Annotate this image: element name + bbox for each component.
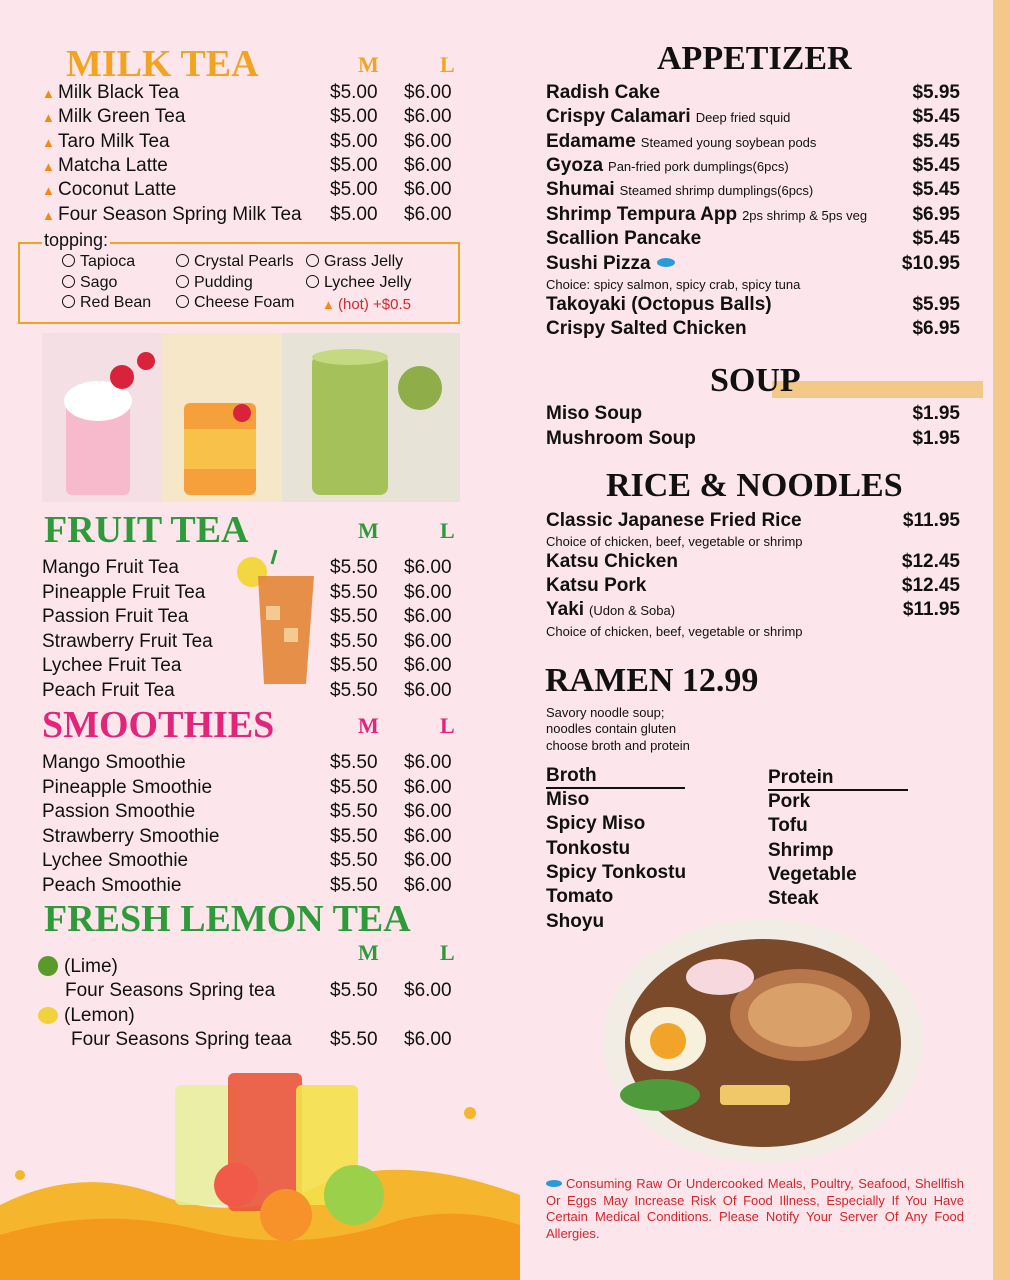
price-m: $5.50	[330, 680, 378, 701]
price-l: $6.00	[404, 557, 452, 578]
item-price: $5.45	[912, 155, 960, 176]
appetizer-heading: APPETIZER	[657, 40, 852, 77]
menu-item	[42, 752, 462, 776]
flame-icon: ▲	[42, 183, 55, 198]
size-l-label: L	[440, 940, 455, 965]
price-l: $6.00	[404, 1029, 452, 1050]
price-m: $5.50	[330, 752, 378, 773]
price-l: $6.00	[404, 204, 452, 225]
menu-item	[42, 655, 462, 679]
menu-item	[546, 428, 960, 452]
rice-noodles-heading: RICE & NOODLES	[606, 467, 903, 504]
ramen-desc-line: noodles contain gluten	[546, 721, 677, 736]
radio-circle	[62, 295, 75, 308]
item-name: Milk Black Tea	[58, 82, 180, 103]
juice-splash-image	[0, 1055, 520, 1280]
topping-option: Grass Jelly	[306, 253, 403, 271]
topping-option: Crystal Pearls	[176, 253, 294, 271]
fish-icon	[657, 258, 675, 267]
menu-item	[546, 228, 960, 252]
radio-circle	[176, 295, 189, 308]
menu-item	[42, 980, 462, 1004]
topping-option: Sago	[62, 274, 117, 292]
item-description: Deep fried squid	[695, 110, 791, 125]
ramen-desc-line: choose broth and protein	[546, 738, 690, 753]
item-description: Steamed young soybean pods	[640, 135, 817, 150]
drinks-photo-illustration	[42, 333, 460, 502]
item-name: Pineapple Smoothie	[42, 777, 213, 798]
menu-item	[42, 557, 462, 581]
item-name: Four Season Spring Milk Tea	[58, 204, 302, 225]
item-name: Peach Fruit Tea	[42, 680, 175, 701]
sushi-choice-note: Choice: spicy salmon, spicy crab, spicy tuna	[546, 277, 801, 292]
menu-item	[546, 155, 960, 179]
menu-item	[546, 551, 960, 575]
price-m: $5.00	[330, 204, 378, 225]
item-name: Milk Green Tea	[58, 106, 186, 127]
item-name: Strawberry Smoothie	[42, 826, 220, 847]
radio-circle	[176, 254, 189, 267]
menu-item	[546, 575, 960, 599]
price-l: $6.00	[404, 777, 452, 798]
radio-circle	[306, 275, 319, 288]
warning-text: Consuming Raw Or Undercooked Meals, Poultry, Seafood, Shellfish Or Eggs May Increase Risk Of Food Illness, Especially If You Have Certain Medical Conditions. Please Notify Your Server Of Any Food Allergies.	[546, 1176, 964, 1241]
price-l: $6.00	[404, 82, 452, 103]
price-m: $5.00	[330, 155, 378, 176]
item-name: Lychee Fruit Tea	[42, 655, 182, 676]
broth-option: Spicy Tonkostu	[546, 862, 687, 883]
menu-item	[546, 403, 960, 427]
drinks-photo	[42, 333, 460, 502]
item-description: Steamed shrimp dumplings(6pcs)	[619, 183, 814, 198]
item-name: Taro Milk Tea	[58, 131, 170, 152]
item-name: Four Seasons Spring tea	[65, 980, 276, 1001]
price-m: $5.50	[330, 631, 378, 652]
price-m: $5.50	[330, 850, 378, 871]
juice-splash-illustration	[0, 1055, 520, 1280]
flame-icon: ▲	[42, 159, 55, 174]
item-price: $11.95	[902, 599, 960, 620]
menu-item	[42, 179, 462, 203]
item-name: Peach Smoothie	[42, 875, 182, 896]
price-l: $6.00	[404, 980, 452, 1001]
lemon-label: (Lemon)	[38, 1005, 238, 1029]
price-l: $6.00	[404, 850, 452, 871]
item-description: 2ps shrimp & 5ps veg	[742, 208, 868, 223]
item-name: Gyoza	[546, 155, 604, 176]
broth-option: Tonkostu	[546, 838, 631, 859]
item-price: $5.45	[912, 131, 960, 152]
menu-item	[546, 179, 960, 203]
item-name: Crispy Salted Chicken	[546, 318, 747, 339]
menu-item	[546, 599, 960, 623]
item-name: Passion Fruit Tea	[42, 606, 189, 627]
item-name: Edamame	[546, 131, 636, 152]
item-name: Crispy Calamari	[546, 106, 691, 127]
menu-item	[546, 318, 960, 342]
fish-icon	[546, 1180, 562, 1187]
flame-icon: ▲	[42, 86, 55, 101]
price-m: $5.50	[330, 801, 378, 822]
item-name: Four Seasons Spring teaa	[71, 1029, 292, 1050]
price-m: $5.00	[330, 179, 378, 200]
item-name: Shrimp Tempura App	[546, 204, 738, 225]
radio-circle	[176, 275, 189, 288]
lime-icon	[38, 956, 58, 976]
item-name: Shumai	[546, 179, 615, 200]
item-name: Matcha Latte	[58, 155, 168, 176]
item-description: Pan-fried pork dumplings(6pcs)	[608, 159, 789, 174]
menu-item	[42, 106, 462, 130]
price-m: $5.50	[330, 557, 378, 578]
flame-icon: ▲	[42, 208, 55, 223]
item-name: Passion Smoothie	[42, 801, 196, 822]
lime-label: (Lime)	[38, 956, 238, 980]
menu-item	[42, 582, 462, 606]
price-l: $6.00	[404, 606, 452, 627]
radio-circle	[306, 254, 319, 267]
price-m: $5.50	[330, 582, 378, 603]
topping-option: Pudding	[176, 274, 253, 292]
menu-item	[546, 510, 960, 534]
price-l: $6.00	[404, 582, 452, 603]
item-name: Mango Fruit Tea	[42, 557, 179, 578]
protein-option: Vegetable	[768, 864, 857, 885]
menu-item	[42, 631, 462, 655]
hot-note: ▲ (hot) +$0.5	[322, 296, 411, 313]
ramen-bowl-illustration	[600, 915, 926, 1167]
item-name: Lychee Smoothie	[42, 850, 189, 871]
item-price: $1.95	[912, 403, 960, 424]
protein-option: Tofu	[768, 815, 808, 836]
item-price: $6.95	[912, 318, 960, 339]
menu-item	[42, 204, 462, 228]
menu-item	[546, 106, 960, 130]
price-l: $6.00	[404, 106, 452, 127]
price-l: $6.00	[404, 179, 452, 200]
price-l: $6.00	[404, 155, 452, 176]
item-name: Pineapple Fruit Tea	[42, 582, 206, 603]
price-m: $5.00	[330, 82, 378, 103]
item-price: $5.95	[912, 294, 960, 315]
price-m: $5.00	[330, 131, 378, 152]
price-l: $6.00	[404, 875, 452, 896]
radio-circle	[62, 254, 75, 267]
menu-item	[42, 850, 462, 874]
protein-option: Pork	[768, 791, 811, 812]
menu-item	[546, 204, 960, 228]
price-l: $6.00	[404, 752, 452, 773]
smoothies-heading: SMOOTHIES	[42, 704, 275, 746]
decorative-strip	[993, 0, 1010, 1280]
topping-option: Cheese Foam	[176, 294, 295, 312]
price-l: $6.00	[404, 826, 452, 847]
menu-item	[42, 82, 462, 106]
size-l-label: L	[440, 518, 455, 543]
ramen-heading: RAMEN 12.99	[545, 662, 759, 699]
item-name: Classic Japanese Fried Rice	[546, 510, 802, 531]
price-l: $6.00	[404, 655, 452, 676]
size-l-label: L	[440, 52, 455, 77]
price-m: $5.50	[330, 606, 378, 627]
rice-choice-note: Choice of chicken, beef, vegetable or shrimp	[546, 534, 803, 549]
menu-item	[42, 606, 462, 630]
size-m-label: M	[358, 713, 379, 738]
item-name: Katsu Chicken	[546, 551, 678, 572]
menu-item	[546, 253, 960, 277]
item-price: $5.95	[912, 82, 960, 103]
item-price: $10.95	[901, 253, 960, 274]
item-name: Mushroom Soup	[546, 428, 696, 449]
price-l: $6.00	[404, 680, 452, 701]
price-m: $5.50	[330, 826, 378, 847]
broth-option: Miso	[546, 789, 590, 810]
broth-option: Shoyu	[546, 911, 605, 932]
item-price: $5.45	[912, 179, 960, 200]
broth-option: Tomato	[546, 886, 614, 907]
item-name: Katsu Pork	[546, 575, 647, 596]
soup-heading: SOUP	[710, 362, 801, 399]
fruit-tea-heading: FRUIT TEA	[44, 509, 249, 551]
topping-option: Red Bean	[62, 294, 151, 312]
menu-item	[42, 1029, 462, 1053]
item-price: $6.95	[912, 204, 960, 225]
topping-label: topping:	[44, 230, 109, 250]
price-m: $5.00	[330, 106, 378, 127]
item-name: Mango Smoothie	[42, 752, 186, 773]
topping-option: Tapioca	[62, 253, 135, 271]
item-name: Miso Soup	[546, 403, 643, 424]
price-l: $6.00	[404, 131, 452, 152]
protein-option: Shrimp	[768, 840, 834, 861]
menu-item	[546, 294, 960, 318]
yaki-choice-note: Choice of chicken, beef, vegetable or shrimp	[546, 624, 803, 639]
price-l: $6.00	[404, 801, 452, 822]
menu-item	[546, 82, 960, 106]
flame-icon: ▲	[42, 135, 55, 150]
soup-accent-bar	[772, 381, 983, 398]
size-m-label: M	[358, 518, 379, 543]
item-name: Radish Cake	[546, 82, 661, 103]
flame-icon: ▲	[42, 110, 55, 125]
menu-item	[42, 777, 462, 801]
ramen-bowl-image	[600, 915, 926, 1167]
menu-item	[42, 680, 462, 704]
item-name: Sushi Pizza	[546, 253, 651, 274]
menu-item	[42, 826, 462, 850]
protein-header: Protein	[768, 767, 908, 791]
item-price: $12.45	[901, 575, 960, 596]
price-m: $5.50	[330, 1029, 378, 1050]
broth-header: Broth	[546, 765, 685, 789]
item-description: (Udon & Soba)	[589, 603, 676, 618]
item-price: $11.95	[902, 510, 960, 531]
menu-item	[42, 875, 462, 899]
item-price: $5.45	[912, 106, 960, 127]
size-m-label: M	[358, 940, 379, 965]
item-price: $5.45	[912, 228, 960, 249]
item-name: Strawberry Fruit Tea	[42, 631, 213, 652]
price-m: $5.50	[330, 875, 378, 896]
item-price: $1.95	[912, 428, 960, 449]
size-l-label: L	[440, 713, 455, 738]
item-name: Coconut Latte	[58, 179, 177, 200]
price-l: $6.00	[404, 631, 452, 652]
item-name: Scallion Pancake	[546, 228, 702, 249]
price-m: $5.50	[330, 980, 378, 1001]
item-name: Yaki	[546, 599, 585, 620]
radio-circle	[62, 275, 75, 288]
item-price: $12.45	[901, 551, 960, 572]
item-name: Takoyaki (Octopus Balls)	[546, 294, 772, 315]
broth-option: Spicy Miso	[546, 813, 646, 834]
ramen-desc-line: Savory noodle soup;	[546, 705, 665, 720]
price-m: $5.50	[330, 655, 378, 676]
milk-tea-heading: MILK TEA	[66, 43, 259, 85]
menu-item	[42, 155, 462, 179]
menu-item	[546, 131, 960, 155]
lemon-icon	[38, 1007, 58, 1024]
size-m-label: M	[358, 52, 379, 77]
price-m: $5.50	[330, 777, 378, 798]
flame-icon: ▲	[322, 297, 335, 312]
food-safety-warning	[546, 1176, 964, 1242]
protein-option: Steak	[768, 888, 819, 909]
menu-item	[42, 801, 462, 825]
fresh-lemon-tea-heading: FRESH LEMON TEA	[44, 898, 411, 940]
topping-option: Lychee Jelly	[306, 274, 411, 292]
menu-item	[42, 131, 462, 155]
